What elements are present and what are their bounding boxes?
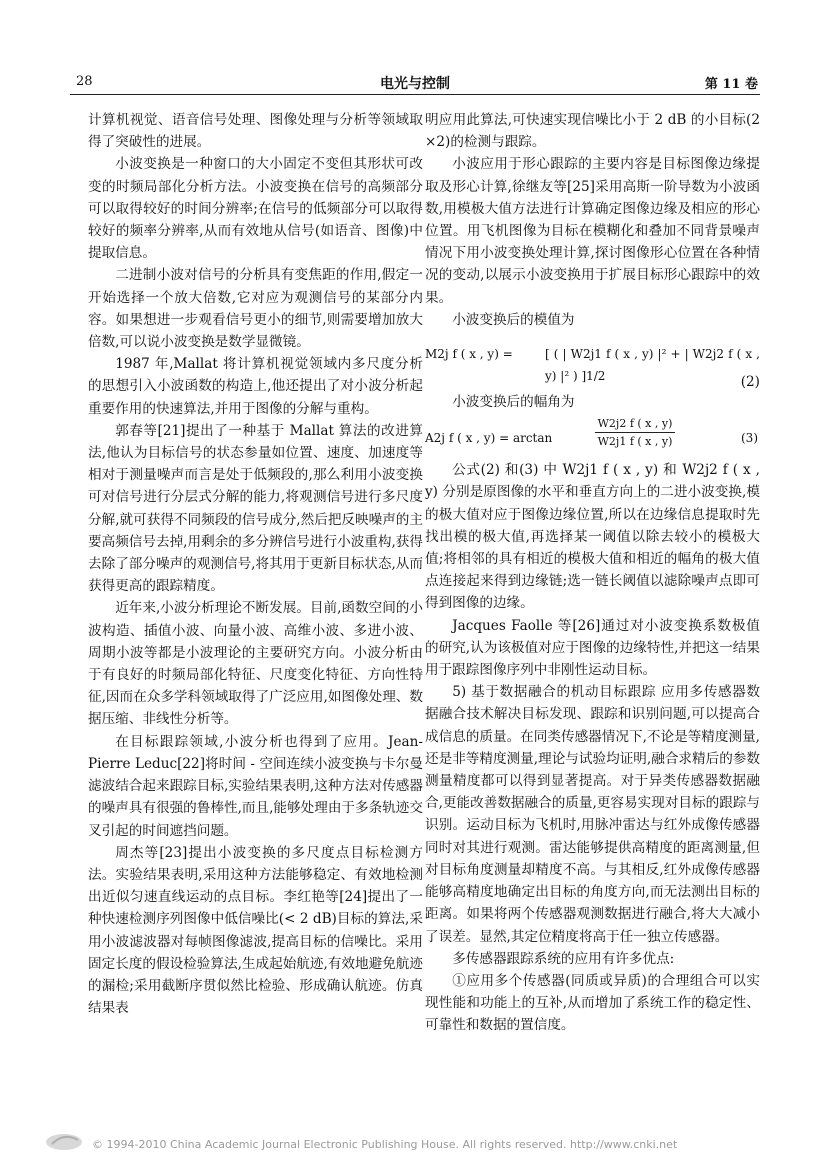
cnki-logo-icon [44,1130,88,1152]
paragraph: 周杰等[23]提出小波变换的多尺度点目标检测方法。实验结果表明,采用这种方法能够稳定、有效地检测出近似匀速直线运动的点目标。李红艳等[24]提出了一种快速检测序列图像中低信噪比(< 2 dB)目标的算法,采用小波滤波器对每帧图像滤波,提高目标的信噪比。采用固定长度的假设检验算法,生成起始航迹,有效地避免航迹的漏检;采用截断序贯似然比检验、形成确认航迹。仿真结果表 [88,844,423,1017]
paragraph: ①应用多个传感器(同质或异质)的合理组合可以实现性能和功能上的互补,从而增加了系统工作的稳定性、可靠性和数据的置信度。 [425,972,760,1034]
copyright-text: © 1994-2010 China Academic Journal Electronic Publishing House. All rights reserved. http://www.cnki.net [92,1138,678,1151]
paragraph: 多传感器跟踪系统的应用有许多优点: [452,950,675,967]
page-number: 28 [76,74,93,89]
equation-lhs: A2j f ( x , y) = arctan [425,431,553,446]
left-column [88,109,423,1019]
paragraph: 小波变换后的模值为 [452,311,575,328]
equation-number: (3) [741,431,758,446]
equation-number: (2) [740,374,760,391]
equation-lhs: M2j f ( x , y) = [425,347,513,362]
paragraph: 小波应用于形心跟踪的主要内容是目标图像边缘提取及形心计算,徐继友等[25]采用高斯一阶导数为小波函数,用模极大值方法进行计算确定图像边缘及相应的形心位置。用飞机图像为目标在模糊化和叠加不同背景噪声情况下用小波变换处理计算,探讨图像形心位置在各种情况的变动,以展示小波变换用于扩展目标形心跟踪中的效果。 [425,156,760,306]
paragraph: 近年来,小波分析理论不断发展。目前,函数空间的小波构造、插值小波、向量小波、高维小波、多进小波、周期小波等都是小波理论的主要研究方向。小波分析由于有良好的时频局部化特征、尺度变化特征、方向性特征,因而在众多学科领域取得了广泛应用,如图像处理、数据压缩、非线性分析等。 [88,600,423,728]
paragraph: Jacques Faolle 等[26]通过对小波变换系数极值的研究,认为该极值对应于图像的边缘特性,并把这一结果用于跟踪图像序列中非刚性运动目标。 [425,617,760,679]
paragraph: 公式(2) 和(3) 中 W2j1 f ( x , y) 和 W2j2 f ( x , y) 分别是原图像的水平和垂直方向上的二进小波变换,模的极大值对应于图像边缘位置,所以在边缘信息提取时先找出模的极大值,再选择某一阈值以除去较小的模极大值;将相邻的具有相近的模极大值和相近的幅角的极大值点连接起来得到边缘链;选一链长阈值以滤除噪声点即可得到图像的边缘。 [425,462,760,612]
fraction [595,415,675,450]
equation-rhs: [ ( | W2j1 f ( x , y) |² + | W2j2 f ( x , y) |² ) ]1/2 [545,347,760,384]
page-header [70,72,760,95]
equation-3 [425,415,760,457]
paragraph: 小波变换是一种窗口的大小固定不变但其形状可改变的时频局部化分析方法。小波变换在信号的高频部分可以取得较好的时间分辨率;在信号的低频部分可以取得较好的频率分辨率,从而有效地从信号(如语音、图像)中提取信息。 [88,156,423,262]
paragraph: 1987 年,Mallat 将计算机视觉领域内多尺度分析的思想引入小波函数的构造上,他还提出了对小波分析起重要作用的快速算法,并用于图像的分解与重构。 [88,356,423,417]
fraction-denominator: W2j1 f ( x , y) [597,435,673,449]
journal-title: 电光与控制 [380,76,450,92]
paragraph: 二进制小波对信号的分析具有变焦距的作用,假定一开始选择一个放大倍数,它对应为观测信号的某部分内容。如果想进一步观看信号更小的细节,则需要增加放大倍数,可以说小波变换是数学显微镜。 [88,267,423,351]
copyright-footer [40,1136,800,1154]
paragraph: 郭春等[21]提出了一种基于 Mallat 算法的改进算法,他认为目标信号的状态参量如位置、速度、加速度等相对于测量噪声而言是处于低频段的,那么利用小波变换可对信号进行分层式分解的能力,将观测信号进行多尺度分解,就可获得不同频段的信号成分,然后把反映噪声的主要高频信号去掉,用剩余的多分辨信号进行小波重构,获得去除了部分噪声的观测信号,将其用于更新目标状态,从而获得更高的跟踪精度。 [88,422,423,595]
paragraph: 小波变换后的幅角为 [452,394,575,411]
right-column [425,109,760,1037]
paragraph: 计算机视觉、语音信号处理、图像处理与分析等领域取得了突破性的进展。 [88,112,423,151]
paragraph: 明应用此算法,可快速实现信噪比小于 2 dB 的小目标(2 ×2)的检测与跟踪。 [425,112,760,151]
paragraph: 在目标跟踪领域,小波分析也得到了应用。Jean-Pierre Leduc[22]将时间 - 空间连续小波变换与卡尔曼滤波结合起来跟踪目标,实验结果表明,这种方法对传感器的噪声具有很强的鲁棒性,而且,能够处理由于多条轨迹交叉引起的时间遮挡问题。 [88,733,423,839]
paragraph: 5) 基于数据融合的机动目标跟踪 应用多传感器数据融合技术解决目标发现、跟踪和识别问题,可以提高合成信息的质量。在同类传感器情况下,不论是等精度测量,还是非等精度测量,理论与试验均证明,融合求精后的参数测量精度都可以得到显著提高。对于异类传感器数据融合,更能改善数据融合的质量,更容易实现对目标的跟踪与识别。运动目标为飞机时,用脉冲雷达与红外成像传感器同时对其进行观测。雷达能够提供高精度的距离测量,但对目标角度测量却精度不高。与其相反,红外成像传感器能够高精度地确定出目标的角度方向,而无法测出目标的距离。如果将两个传感器观测数据进行融合,将大大减小了误差。显然,其定位精度将高于任一独立传感器。 [425,684,760,945]
equation-2 [425,333,760,384]
volume-label: 第 11 卷 [704,77,758,92]
fraction-numerator: W2j2 f ( x , y) [595,415,675,433]
